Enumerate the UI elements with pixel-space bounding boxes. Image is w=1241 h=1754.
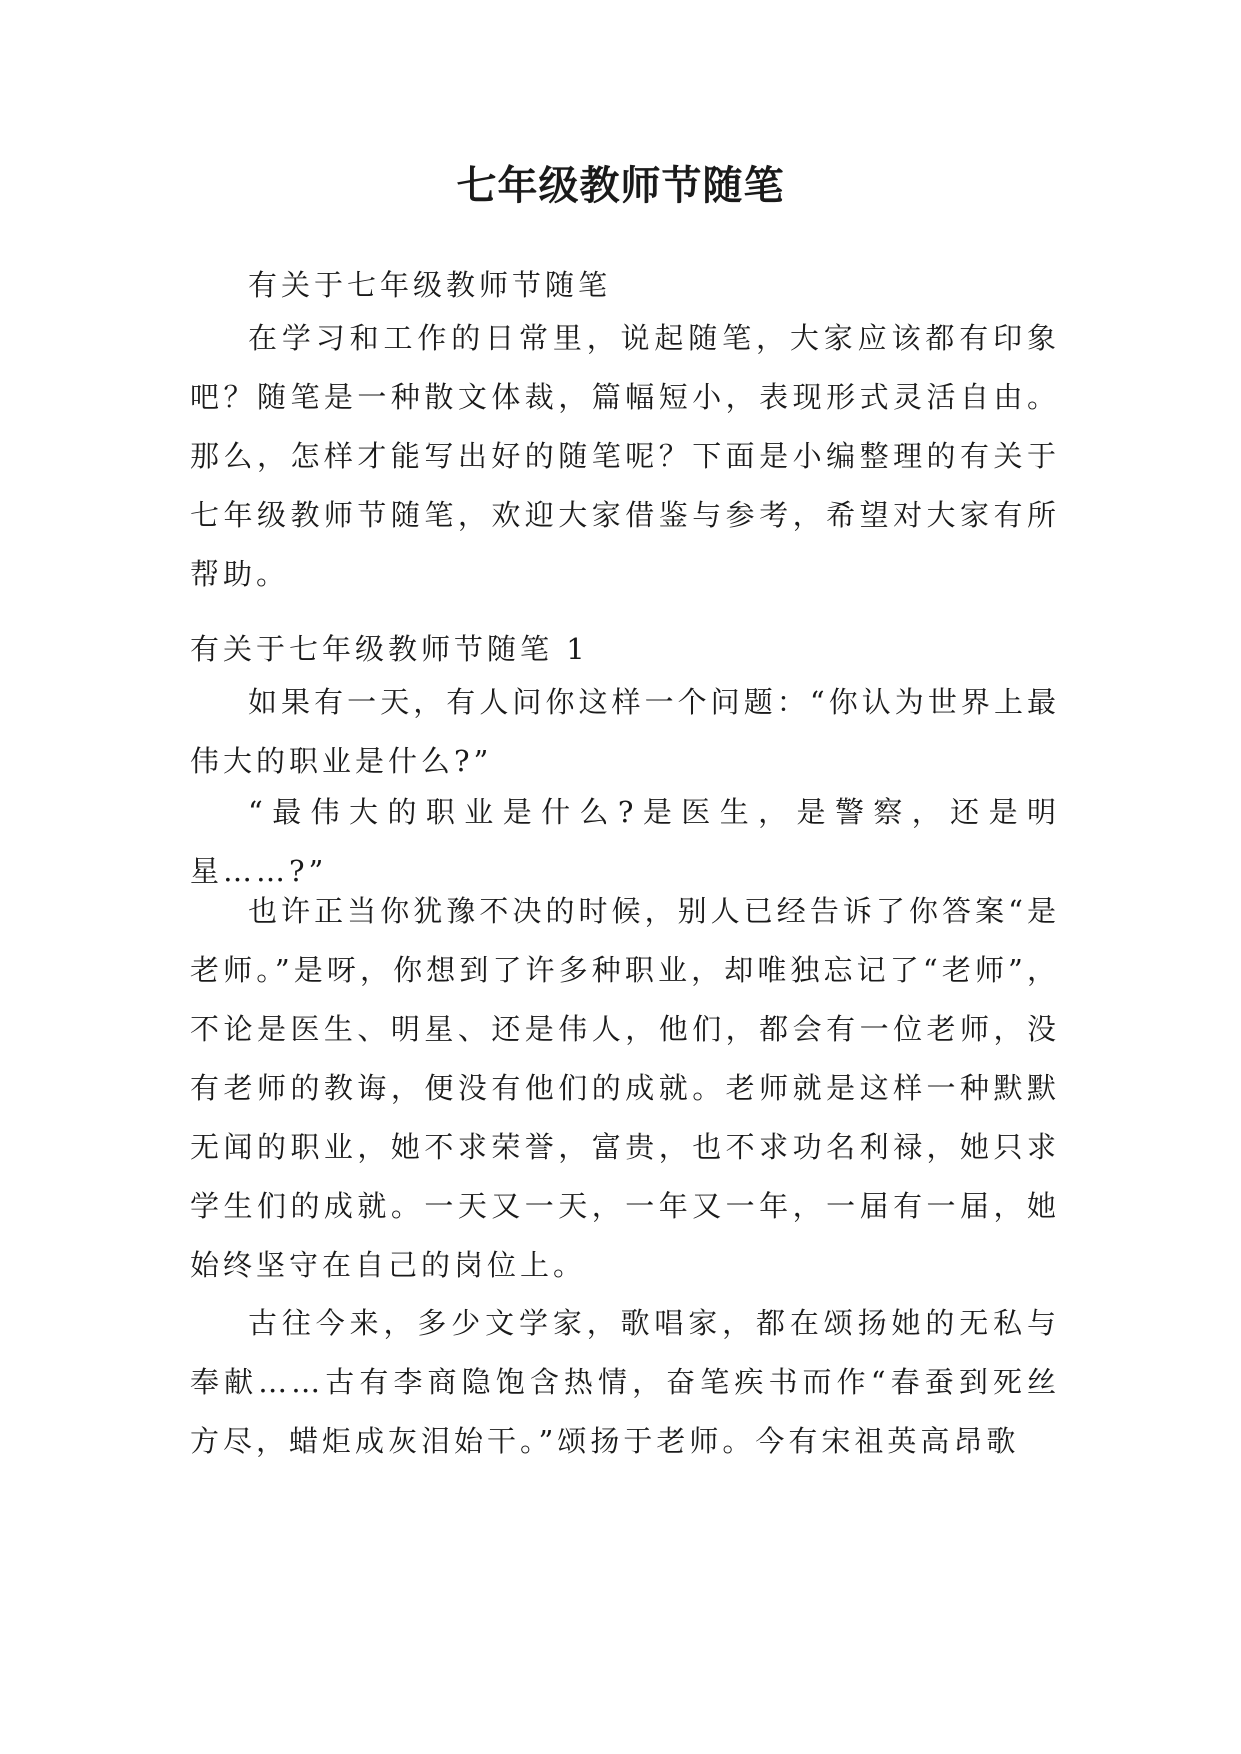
paragraph-1: 如果有一天，有人问你这样一个问题：“你认为世界上最伟大的职业是什么?”	[190, 685, 1060, 778]
paragraph-2: “最伟大的职业是什么?是医生，是警察，还是明星……?”	[190, 795, 1060, 888]
intro-heading: 有关于七年级教师节随笔	[248, 268, 612, 302]
section-heading: 有关于七年级教师节随笔 1	[190, 632, 589, 666]
paragraph-4: 古往今来，多少文学家，歌唱家，都在颂扬她的无私与奉献……古有李商隐饱含热情，奋笔疾书而作“春蚕到死丝方尽，蜡炬成灰泪始干。”颂扬于老师。今有宋祖英高昂歌	[190, 1306, 1060, 1458]
document-title: 七年级教师节随笔	[456, 162, 785, 209]
intro-paragraph: 在学习和工作的日常里，说起随笔，大家应该都有印象吧？随笔是一种散文体裁，篇幅短小，表现形式灵活自由。那么，怎样才能写出好的随笔呢？下面是小编整理的有关于七年级教师节随笔，欢迎大家借鉴与参考，希望对大家有所帮助。	[190, 321, 1060, 591]
paragraph-3: 也许正当你犹豫不决的时候，别人已经告诉了你答案“是老师。”是呀，你想到了许多种职业，却唯独忘记了“老师”，不论是医生、明星、还是伟人，他们，都会有一位老师，没有老师的教诲，便没有他们的成就。老师就是这样一种默默无闻的职业，她不求荣誉，富贵，也不求功名利禄，她只求学生们的成就。一天又一天，一年又一年，一届有一届，她始终坚守在自己的岗位上。	[190, 894, 1060, 1282]
